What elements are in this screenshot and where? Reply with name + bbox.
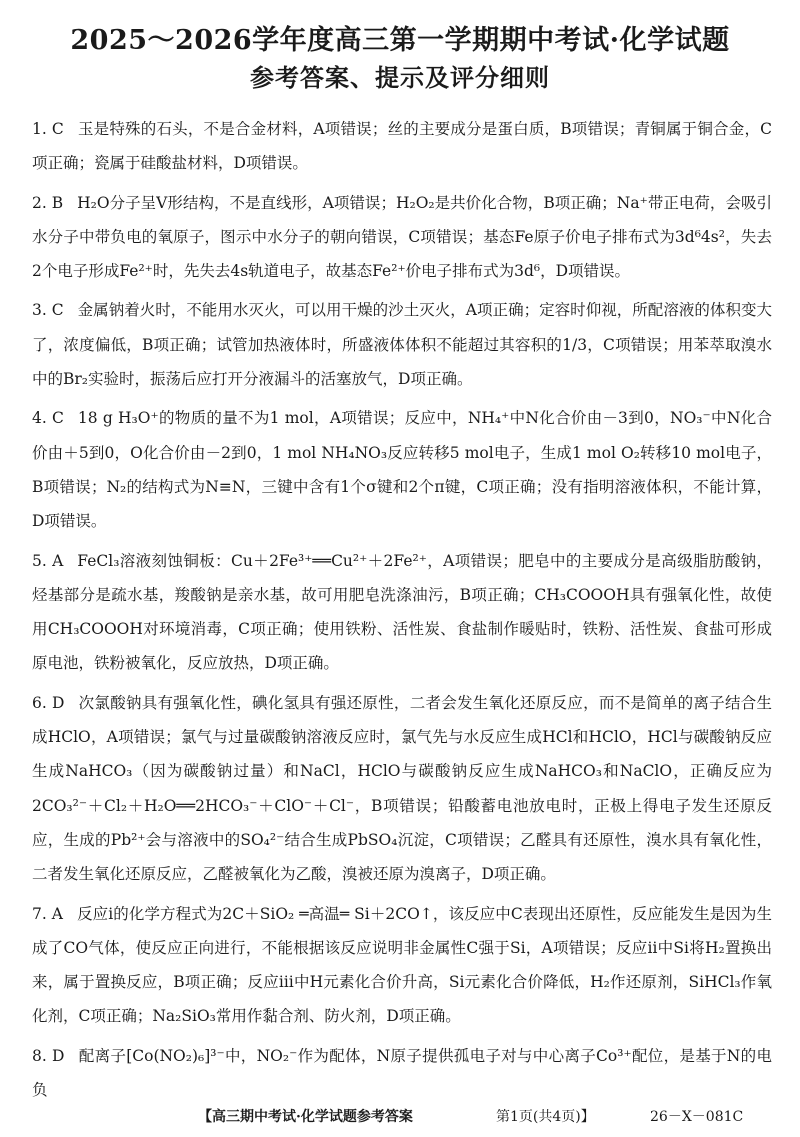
page-subtitle: 参考答案、提示及评分细则 bbox=[250, 63, 550, 92]
answer-item-5 bbox=[32, 544, 772, 681]
answer-text: 次氯酸钠具有强氧化性，碘化氢具有强还原性，二者会发生氧化还原反应，而不是简单的离子结合生成HClO，A项错误；氯气与过量碳酸钠溶液反应时，氯气先与水反应生成HCl和HClO，HCl与碳酸钠反应生成NaHCO₃（因为碳酸钠过量）和NaCl，HClO与碳酸钠反应生成NaHCO₃和NaClO，正确反应为2CO₃²⁻＋Cl₂＋H₂O══2HCO₃⁻＋ClO⁻＋Cl⁻，B项错误；铅酸蓄电池放电时，正极上得电子发生还原反应，生成的Pb²⁺会与溶液中的SO₄²⁻结合生成PbSO₄沉淀，C项错误；乙醛具有还原性，溴水具有氧化性，二者发生氧化还原反应，乙醛被氧化为乙酸，溴被还原为溴离子，D项正确。 bbox=[32, 693, 772, 884]
answer-text: H₂O分子呈V形结构，不是直线形，A项错误；H₂O₂是共价化合物，B项正确；Na⁺带正电荷，会吸引水分子中带负电的氧原子，图示中水分子的朝向错误，C项错误；基态Fe原子价电子排布式为3d⁶4s²，失去2个电子形成Fe²⁺时，先失去4s轨道电子，故基态Fe²⁺价电子排布式为3d⁶，D项错误。 bbox=[32, 193, 773, 281]
answer-number: 4. C bbox=[32, 409, 64, 428]
answer-number: 7. A bbox=[32, 904, 63, 923]
footer-title: 【高三期中考试·化学试题参考答案 bbox=[198, 1109, 413, 1125]
answer-number: 1. C bbox=[32, 120, 64, 138]
answer-text: 配离子[Co(NO₂)₆]³⁻中，NO₂⁻作为配体，N原子提供孤电子对与中心离子Co³⁺配位，是基于N的电负 bbox=[32, 1046, 772, 1100]
answer-text: 金属钠着火时，不能用水灭火，可以用干燥的沙土灭火，A项正确；定容时仰视，所配溶液的体积变大了，浓度偏低，B项正确；试管加热液体时，所盛液体体积不能超过其容积的1/3，C项错误；用苯萃取溴水中的Br₂实验时，振荡后应打开分液漏斗的活塞放气，D项正确。 bbox=[32, 301, 772, 389]
answer-number: 3. C bbox=[32, 301, 64, 320]
answer-text: FeCl₃溶液刻蚀铜板：Cu＋2Fe³⁺══Cu²⁺＋2Fe²⁺，A项错误；肥皂中的主要成分是高级脂肪酸钠，烃基部分是疏水基，羧酸钠是亲水基，故可用肥皂洗涤油污，B项正确；CH₃COOOH具有强氧化性，故使用CH₃COOOH对环境消毒，C项正确；使用铁粉、活性炭、食盐制作暖贴时，铁粉、活性炭、食盐可形成原电池，铁粉被氧化，反应放热，D项正确。 bbox=[32, 551, 772, 673]
answer-text: 玉是特殊的石头，不是合金材料，A项错误；丝的主要成分是蛋白质，B项错误；青铜属于铜合金，C项正确；瓷属于硅酸盐材料，D项错误。 bbox=[32, 120, 773, 173]
answer-item-7 bbox=[32, 897, 772, 1034]
answer-text: 反应ⅰ的化学方程式为2C＋SiO₂ ═高温═ Si＋2CO↑，该反应中C表现出还原性，反应能发生是因为生成了CO气体，使反应正向进行，不能根据该反应说明非金属性C强于Si，A项错误；反应ⅱ中Si将H₂置换出来，属于置换反应，B项正确；反应ⅲ中H元素化合价升高，Si元素化合价降低，H₂作还原剂，SiHCl₃作氧化剂，C项正确；Na₂SiO₃常用作黏合剂、防火剂，D项正确。 bbox=[32, 904, 772, 1026]
answer-item-2 bbox=[32, 186, 772, 289]
answer-text: 18 g H₃O⁺的物质的量不为1 mol，A项错误；反应中，NH₄⁺中N化合价由－3到0，NO₃⁻中N化合价由＋5到0，O化合价由－2到0，1 mol NH₄NO₃反应转移5 mol电子，生成1 mol O₂转移10 mol电子，B项错误；N₂的结构式为N≡N，三键中含有1个σ键和2个π键，C项正确；没有指明溶液体积，不能计算，D项错误。 bbox=[32, 409, 772, 531]
answer-item-3 bbox=[32, 293, 772, 396]
answer-item-4 bbox=[32, 401, 772, 538]
page-title: 2025～2026学年度高三第一学期期中考试·化学试题 bbox=[70, 25, 730, 56]
answer-list bbox=[32, 112, 772, 1112]
answer-number: 6. D bbox=[32, 693, 65, 712]
answer-number: 5. A bbox=[32, 551, 64, 570]
answer-number: 8. D bbox=[32, 1046, 65, 1065]
answer-number: 2. B bbox=[32, 193, 64, 212]
answer-item-1 bbox=[32, 112, 772, 181]
answer-item-6 bbox=[32, 686, 772, 892]
answer-item-8 bbox=[32, 1039, 772, 1108]
footer-page-number: 第1页(共4页)】 bbox=[496, 1109, 595, 1125]
footer-exam-code: 26－X－081C bbox=[650, 1109, 744, 1125]
